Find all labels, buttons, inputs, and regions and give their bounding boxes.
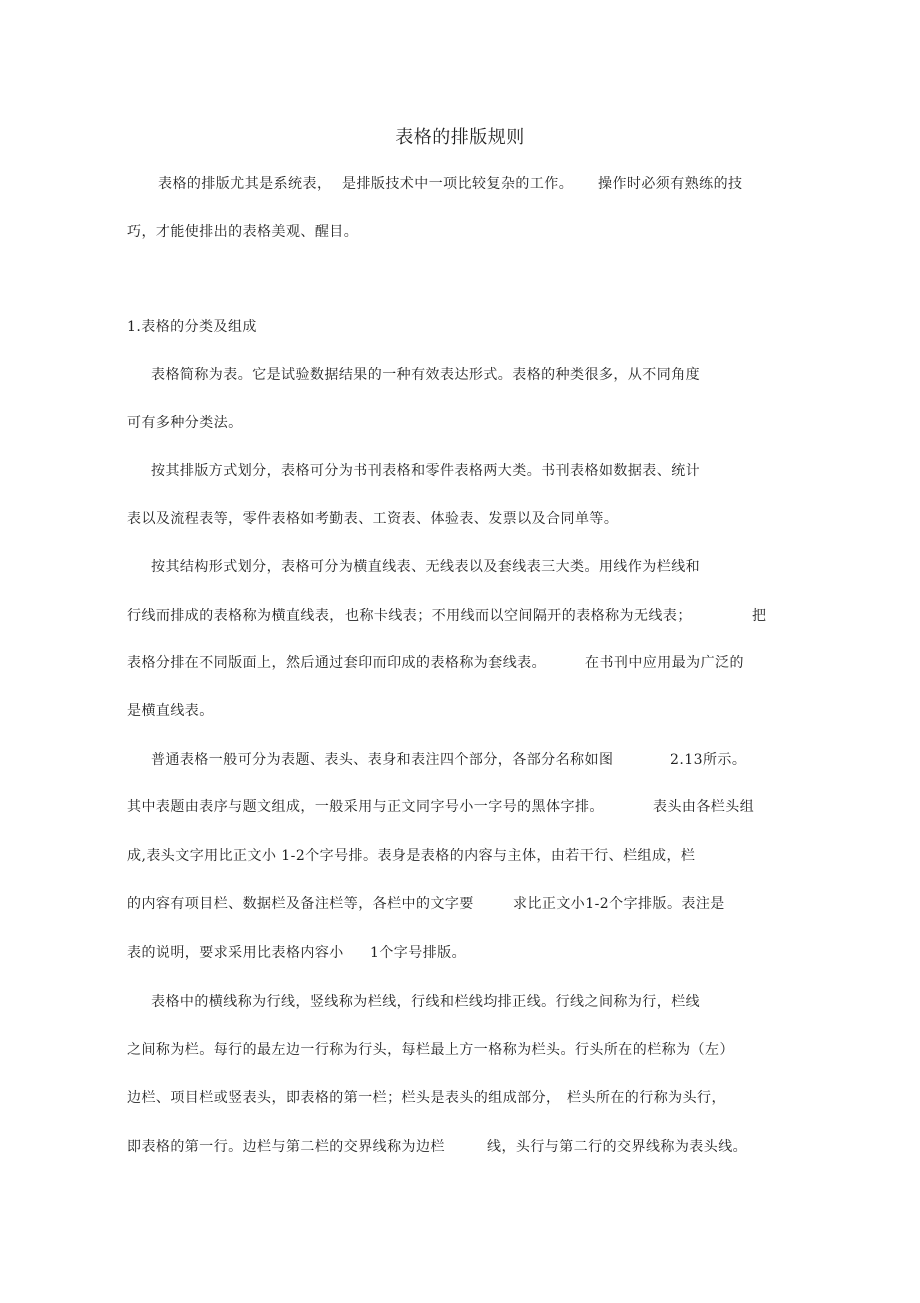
text-line: 线，头行与第二行的交界线称为表头线。 [487, 1139, 748, 1155]
document-title: 表格的排版规则 [395, 127, 525, 148]
text-line: 其中表题由表序与题文组成，一般采用与正文同字号小一字号的黑体字排。 [127, 799, 604, 815]
text-line: 按其结构形式划分，表格可分为横直线表、无线表以及套线表三大类。用线作为栏线和 [151, 559, 701, 575]
text-line: 表格中的横线称为行线，竖线称为栏线，行线和栏线均排正线。行线之间称为行，栏线 [151, 994, 701, 1010]
text-line: 表以及流程表等，零件表格如考勤表、工资表、体验表、发票以及合同单等。 [127, 511, 619, 527]
text-line: 可有多种分类法。 [127, 415, 243, 431]
text-line: 的内容有项目栏、数据栏及备注栏等，各栏中的文字要 [127, 896, 474, 912]
text-line: 行线而排成的表格称为横直线表， [127, 608, 344, 624]
text-line: 操作时必须有熟练的技 [598, 176, 743, 192]
text-line: 表头由各栏头组 [653, 799, 755, 815]
text-line: 表格分排在不同版面上，然后通过套印而印成的表格称为套线表。 [127, 655, 547, 671]
text-line: 是排版技术中一项比较复杂的工作。 [342, 176, 574, 192]
text-line: 栏头所在的行称为头行， [567, 1090, 726, 1106]
text-line: 表格简称为表。它是试验数据结果的一种有效表达形式。表格的种类很多，从不同角度 [151, 367, 701, 383]
section-heading: 1.表格的分类及组成 [127, 319, 257, 335]
text-line: 成,表头文字用比正文小 1-2个字号排。表身是表格的内容与主体，由若干行、栏组成，栏 [127, 848, 696, 864]
text-line: 1个字号排版。 [370, 945, 467, 961]
text-line: 普通表格一般可分为表题、表头、表身和表注四个部分，各部分名称如图 [151, 752, 614, 768]
text-line: 巧，才能使排出的表格美观、醒目。 [127, 224, 359, 240]
text-line: 表的说明，要求采用比表格内容小 [127, 945, 344, 961]
text-line: 在书刊中应用最为广泛的 [585, 655, 744, 671]
text-line: 是横直线表。 [127, 703, 214, 719]
text-line: 表格的排版尤其是系统表， [158, 176, 332, 192]
text-line: 把 [752, 608, 767, 624]
text-line: 求比正文小1-2个字排版。表注是 [513, 896, 725, 912]
text-line: 之间称为栏。每行的最左边一行称为行头，每栏最上方一格称为栏头。行头所在的栏称为（左） [127, 1042, 734, 1058]
text-line: 边栏、项目栏或竖表头，即表格的第一栏；栏头是表头的组成部分， [127, 1090, 561, 1106]
text-line: 即表格的第一行。边栏与第二栏的交界线称为边栏 [127, 1139, 445, 1155]
text-line: 2.13所示。 [670, 752, 747, 768]
text-line: 也称卡线表；不用线而以空间隔开的表格称为无线表； [345, 608, 692, 624]
text-line: 按其排版方式划分，表格可分为书刊表格和零件表格两大类。书刊表格如数据表、统计 [151, 463, 701, 479]
